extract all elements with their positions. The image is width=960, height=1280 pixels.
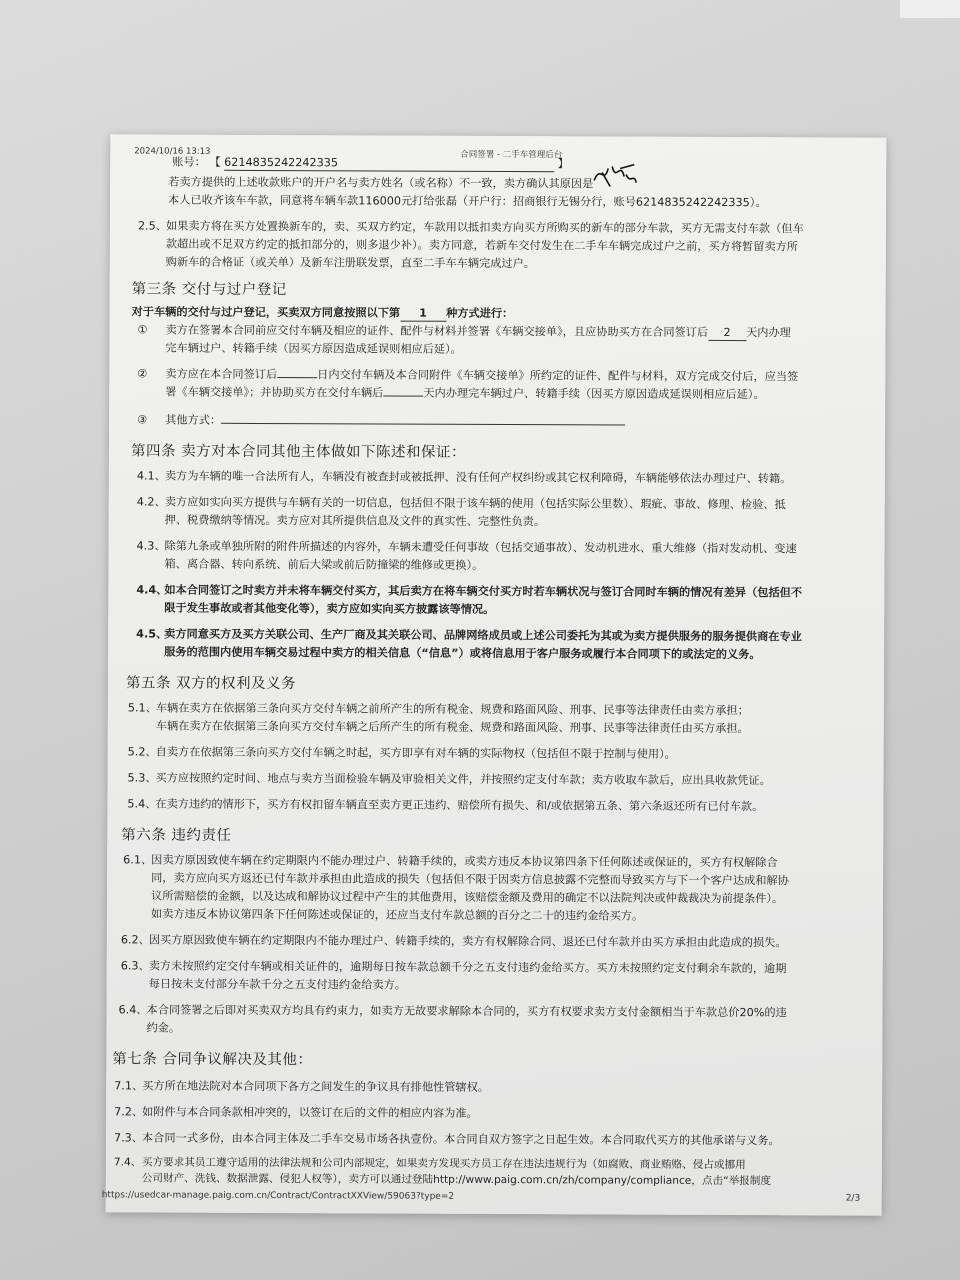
clause-text: 买方要求其员工遵守适用的法律法规和公司内部规定，如果卖方发现买方员工存在违法违规行为（如腐败、商业贿赂、侵占或挪用 xyxy=(141,1156,746,1172)
clause-text: 卖方为车辆的唯一合法所有人，车辆没有被查封或被抵押、没有任何产权纠纷或其它权利障碍，车辆能够依法办理过户、转籍。 xyxy=(164,469,792,486)
item-text-end: 天内办理 xyxy=(746,326,791,340)
clause-number: 5.2、 xyxy=(127,745,157,759)
method-number: 1 xyxy=(400,307,446,322)
transfer-days: 2 xyxy=(708,326,746,341)
item-marker: ① xyxy=(137,323,148,337)
clause-number: 2.5、 xyxy=(137,219,167,233)
clause-number: 4.2、 xyxy=(136,495,166,509)
clause-4-4-line-2: 限于发生事故或者其他变化等），卖方应如实向买方披露该等情况。 xyxy=(164,601,495,616)
clause-text: 车辆在卖方在依据第三条向买方交付车辆之前所产生的所有税金、规费和路面风险、刑事、民事等法律责任由卖方承担； xyxy=(155,701,749,718)
clause-5-2 xyxy=(128,742,676,764)
item-text: 卖方在签署本合同前应交付车辆及相应的证件、配件与材料并签署《车辆交接单》，且应协助买方在合同签订后 xyxy=(165,323,709,339)
clause-6-1-line-4: 如卖方违反本协议第四条下任何陈述或保证的，还应当支付车款总额的百分之二十的违约金给买方。 xyxy=(150,907,644,923)
section-5-title: 第五条 双方的权利及义务 xyxy=(125,675,297,693)
footer-page-number: 2/3 xyxy=(845,1193,861,1204)
print-header-title: 合同签署 - 二手车管理后台 xyxy=(460,149,563,161)
section-3-item-1-line-2: 完车辆过户、转籍手续（因买方原因造成延误则相应后延）。 xyxy=(165,341,462,356)
contract-page xyxy=(101,134,887,1215)
clause-2-5-line-2: 款超出或不足双方约定的抵扣部分的，则多退少补）。卖方同意，若新车交付发生在二手车车辆完成过户之前，买方将暂留卖方所 xyxy=(165,237,798,254)
clause-text: 本合同一式多份，由本合同主体及二手车交易市场各执壹份。本合同自双方签字之日起生效。本合同取代买方的其他承诺与义务。 xyxy=(141,1131,780,1148)
clause-5-1-line-2: 车辆在卖方在依据第三条向买方交付车辆之后所产生的所有税金、规费和路面风险、刑事、民事等法律责任由买方承担。 xyxy=(155,719,749,736)
intro-line-2: 本人已收齐该车车款，同意将车辆车款116000元打给张磊（开户行：招商银行无锡分行，账号6214835242242335）。 xyxy=(168,193,767,210)
clause-6-3-line-2: 每日按未支付部分车款千分之五支付违约金给卖方。 xyxy=(148,977,407,992)
clause-text: 自卖方在依据第三条向买方交付车辆之时起，买方即享有对车辆的实际物权（包括但不限于控制与使用）。 xyxy=(155,745,676,761)
clause-number: 5.4、 xyxy=(127,797,157,811)
item-text: 卖方应在本合同签订后 xyxy=(165,367,278,382)
lead-text-end: 种方式进行： xyxy=(446,306,514,321)
clause-number: 7.1、 xyxy=(114,1079,144,1093)
item-marker: ③ xyxy=(137,413,148,427)
clause-text: 因卖方原因致使车辆在约定期限内不能办理过户、转籍手续的，或卖方违反本协议第四条下任何陈述或保证的，买方有权解除合 xyxy=(151,853,778,870)
clause-number: 4.3、 xyxy=(136,539,166,553)
section-6-title: 第六条 违约责任 xyxy=(121,827,232,844)
clause-text: 卖方应如实向买方提供与车辆有关的一切信息，包括但不限于该车辆的使用（包括实际公里数）、瑕疵、事故、修理、检验、抵 xyxy=(164,495,786,512)
other-method-blank xyxy=(221,423,625,426)
clause-6-4-line-1 xyxy=(118,1000,786,1023)
clause-number: 4.1、 xyxy=(136,469,166,483)
clause-number: 6.2、 xyxy=(120,933,150,947)
clause-text: 如果卖方将在买方处置换新车的，卖、买双方约定，车款用以抵扣卖方向买方所购买的新车的部分车款，买方无需支付车款（但车 xyxy=(165,219,804,236)
clause-number: 6.4、 xyxy=(118,1003,148,1017)
item-text-end: 日内交付车辆及本合同附件《车辆交接单》所约定的证件、配件与材料，双方完成交付后，应当签 xyxy=(317,368,799,384)
footer-url: https://usedcar-manage.paig.com.cn/Contract/ContractXXView/59063?type=2 xyxy=(101,1190,455,1202)
clause-4-1 xyxy=(137,466,792,489)
clause-5-3 xyxy=(128,768,771,791)
clause-5-4 xyxy=(127,794,763,817)
clause-6-1-line-3: 议所需赔偿的金额，以及达成和解协议过程中产生的其他费用，该赔偿金额及费用的确定不以法院判决或仲裁裁决为前提条件）。 xyxy=(151,889,784,906)
clause-number: 6.1、 xyxy=(123,853,153,867)
background-paper-corner xyxy=(900,0,960,18)
handwritten-signature xyxy=(590,154,640,194)
clause-number: 6.3、 xyxy=(120,959,150,973)
account-bracket-open: 【 xyxy=(209,155,221,169)
clause-7-3 xyxy=(114,1128,780,1151)
print-timestamp: 2024/10/16 13:13 xyxy=(134,146,211,157)
clause-number: 5.1、 xyxy=(127,701,157,715)
section-3-title: 第三条 交付与过户登记 xyxy=(131,281,287,299)
clause-number: 4.5、 xyxy=(136,627,168,641)
clause-text: 卖方同意买方及买方关联公司、生产厂商及其关联公司、品牌网络成员或上述公司委托为其或为卖方提供服务的服务提供商在专业 xyxy=(164,627,802,644)
intro-line-1: 若卖方提供的上述收款账户的开户名与卖方姓名（或名称）不一致，卖方确认其原因是 xyxy=(168,175,594,191)
clause-text: 买方所在地法院对本合同项下各方之间发生的争议具有排他性管辖权。 xyxy=(142,1079,490,1094)
clause-4-2-line-2: 押、税费缴纳等情况。卖方应对其所提供信息及文件的真实性、完整性负责。 xyxy=(164,513,546,529)
section-7-title: 第七条 合同争议解决及其他： xyxy=(112,1051,313,1069)
clause-text: 除第九条或单独所附的附件所描述的内容外，车辆未遭受任何事故（包括交通事故）、发动机进水、重大维修（指对发动机、变速 xyxy=(164,539,797,556)
section-4-title: 第四条 卖方对本合同其他主体做如下陈述和保证： xyxy=(130,443,467,461)
clause-number: 5.3、 xyxy=(127,771,157,785)
clause-number: 4.4、 xyxy=(136,583,168,597)
clause-6-2 xyxy=(121,930,787,953)
clause-text: 本合同签署之后即对买卖双方均具有约束力，如卖方无故要求解除本合同的，买方有权要求卖方支付金额相当于车款总价20%的违 xyxy=(146,1003,787,1020)
clause-number: 7.2、 xyxy=(114,1105,144,1119)
clause-text: 如附件与本合同条款相冲突的，以签订在后的文件的相应内容为准。 xyxy=(142,1105,478,1120)
clause-7-1 xyxy=(114,1076,489,1098)
clause-number: 7.3、 xyxy=(113,1131,143,1145)
other-method-label: 其他方式： xyxy=(165,413,222,427)
clause-7-4-line-2: 公司财产、洗钱、数据泄露、侵犯人权等），卖方可以通过登陆http://www.paig.com.cn/zh/company/compliance，点击“举报制度 xyxy=(141,1172,772,1188)
item-text: 署《车辆交接单》；并协助买方在交付车辆后 xyxy=(165,385,384,400)
clause-7-2 xyxy=(114,1102,478,1124)
lead-text: 对于车辆的交付与过户登记，买卖双方同意按照以下第 xyxy=(131,305,401,320)
transfer-days-blank xyxy=(383,396,423,397)
account-bracket-close: 】 xyxy=(557,157,569,171)
clause-text: 在卖方违约的情形下，买方有权扣留车辆直至卖方更正违约、赔偿所有损失、和/或依据第五条、第六条返还所有已付车款。 xyxy=(155,797,764,814)
account-label: 账号： xyxy=(172,155,206,169)
delivery-days-blank xyxy=(277,377,317,378)
clause-text: 买方应按照约定时间、地点与卖方当面检验车辆及审验相关文件，并按照约定支付车款；卖方收取车款后，应出具收款凭证。 xyxy=(155,771,771,788)
item-marker: ② xyxy=(137,367,148,381)
item-text-end: 天内办理完车辆过户、转籍手续（因买方原因造成延误则相应后延）。 xyxy=(423,386,765,402)
section-3-item-3 xyxy=(137,410,625,432)
clause-text: 如本合同签订之时卖方并未将车辆交付买方，其后卖方在将车辆交付买方时若车辆状况与签订合同时车辆的情况有差异（包括但不 xyxy=(164,583,803,600)
clause-6-1-line-2: 同，卖方应向买方返还已付车款并承担由此造成的损失（包括但不限于因卖方信息披露不完整而导致买方与下一个客户达成和解协 xyxy=(151,871,789,888)
account-value: 6214835242242335 xyxy=(224,156,554,172)
clause-4-3-line-2: 箱、离合器、转向系统、前后大梁或前后防撞梁的维修或更换）。 xyxy=(164,557,484,572)
clause-text: 因买方原因致使车辆在约定期限内不能办理过户、转籍手续的，卖方有权解除合同、退还已付车款并由买方承担由此造成的损失。 xyxy=(148,933,787,950)
account-line xyxy=(172,153,569,175)
clause-4-5-line-2: 服务的范围内使用车辆交易过程中卖方的相关信息（“信息”）或将信息用于客户服务或履行本合同项下的或法定的义务。 xyxy=(164,645,761,662)
clause-number: 7.4、 xyxy=(113,1156,142,1169)
clause-6-4-line-2: 约金。 xyxy=(146,1021,181,1035)
clause-2-5-line-3: 购新车的合格证（或关单）及新车注册联发票，直至二手车车辆完成过户。 xyxy=(165,255,536,271)
clause-text: 卖方未按照约定交付车辆或相关证件的，逾期每日按车款总额千分之五支付违约金给买方。买方未按照约定支付剩余车款的，逾期 xyxy=(148,959,787,976)
section-3-item-2-line-2 xyxy=(165,383,764,406)
